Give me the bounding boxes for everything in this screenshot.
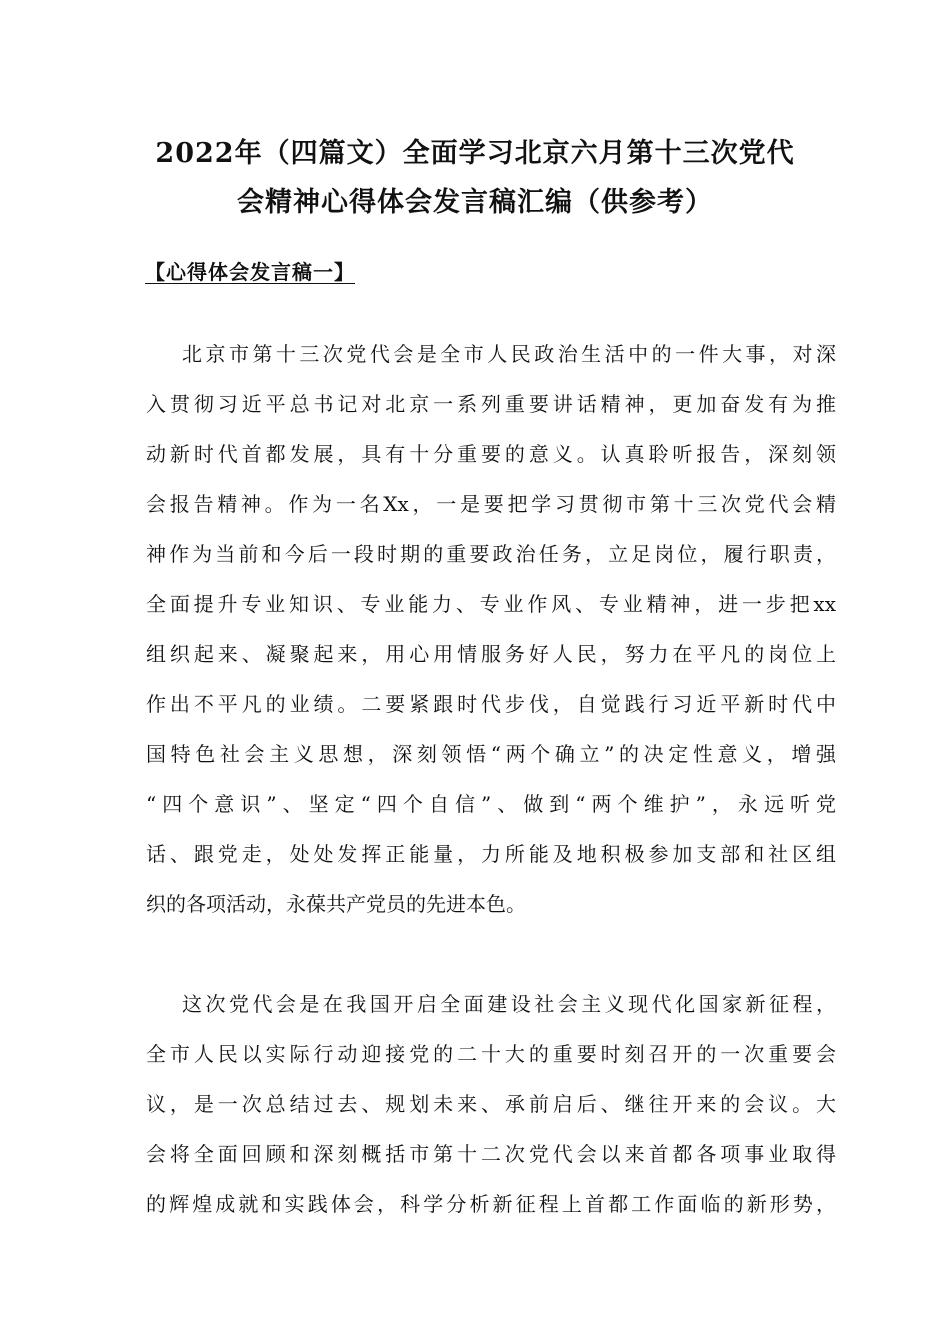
paragraph-1-line: 会报告精神。作为一名Xx，一是要把学习贯彻市第十三次党代会精 — [146, 492, 836, 516]
paragraph-1-line: 国特色社会主义思想，深刻领悟“两个确立”的决定性意义，增强 — [146, 742, 836, 766]
paragraph-1-line: 神作为当前和今后一段时期的重要政治任务，立足岗位，履行职责， — [146, 542, 836, 566]
paragraph-1-line: 织的各项活动，永葆共产党员的先进本色。 — [146, 892, 526, 916]
paragraph-1-line: 作出不平凡的业绩。二要紧跟时代步伐，自觉践行习近平新时代中 — [146, 692, 836, 716]
paragraph-2-line: 这次党代会是在我国开启全面建设社会主义现代化国家新征程， — [182, 992, 836, 1016]
paragraph-1-line: 全面提升专业知识、专业能力、专业作风、专业精神，进一步把xx — [146, 592, 836, 616]
paragraph-1-line: 组织起来、凝聚起来，用心用情服务好人民，努力在平凡的岗位上 — [146, 642, 836, 666]
section-heading-text: 【心得体会发言稿一】 — [145, 260, 355, 284]
paragraph-2-line: 会将全面回顾和深刻概括市第十二次党代会以来首都各项事业取得 — [146, 1142, 836, 1166]
section-heading — [145, 256, 355, 288]
paragraph-2-line: 的辉煌成就和实践体会，科学分析新征程上首都工作面临的新形势， — [146, 1192, 836, 1216]
document-title-line-2: 会精神心得体会发言稿汇编（供参考） — [237, 187, 713, 218]
paragraph-1-line: 话、跟党走，处处发挥正能量，力所能及地积极参加支部和社区组 — [146, 842, 836, 866]
paragraph-2-line: 议，是一次总结过去、规划未来、承前启后、继往开来的会议。大 — [146, 1092, 836, 1116]
document-title-line-1: 2022年（四篇文）全面学习北京六月第十三次党代 — [155, 138, 795, 169]
paragraph-1-line: 北京市第十三次党代会是全市人民政治生活中的一件大事，对深 — [182, 342, 836, 366]
paragraph-2-line: 全市人民以实际行动迎接党的二十大的重要时刻召开的一次重要会 — [146, 1042, 836, 1066]
paragraph-1-line: 入贯彻习近平总书记对北京一系列重要讲话精神，更加奋发有为推 — [146, 392, 836, 416]
paragraph-1-line: 动新时代首都发展，具有十分重要的意义。认真聆听报告，深刻领 — [146, 442, 836, 466]
paragraph-1-line: “四个意识”、坚定“四个自信”、做到“两个维护”，永远听党 — [146, 792, 836, 816]
